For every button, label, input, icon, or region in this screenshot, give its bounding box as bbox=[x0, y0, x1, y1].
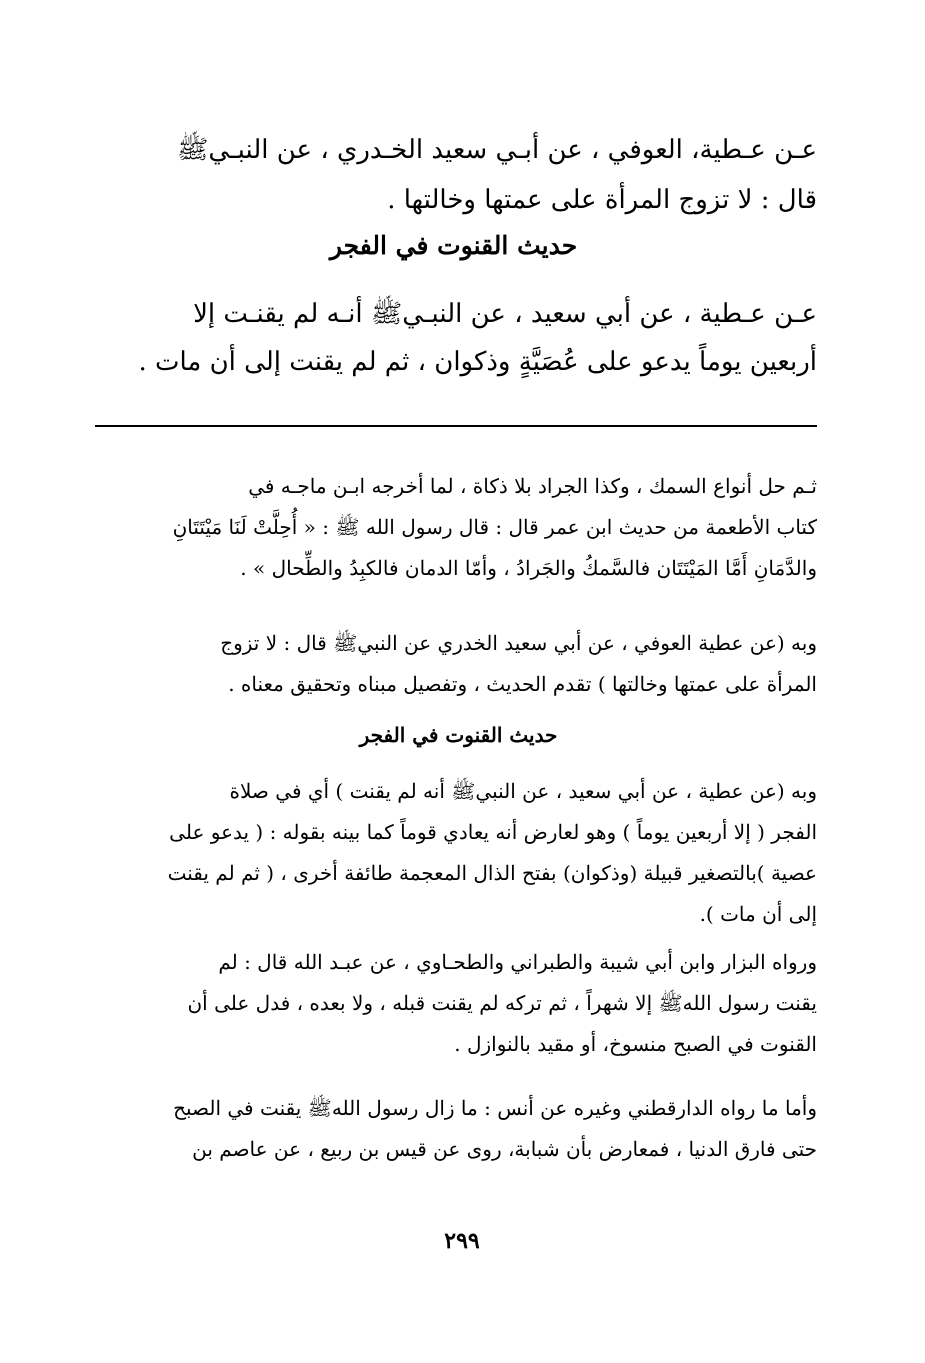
commentary-line: المرأة على عمتها وخالتها ) تقدم الحديث ، وتفصيل مبناه وتحقيق معناه . bbox=[228, 672, 817, 696]
section-divider bbox=[95, 425, 817, 427]
commentary-paragraph-2 bbox=[100, 623, 817, 705]
commentary-line: القنوت في الصبح منسوخ، أو مقيد بالنوازل . bbox=[454, 1032, 817, 1056]
commentary-line: إلى أن مات ). bbox=[699, 902, 817, 926]
commentary-line: حتى فارق الدنيا ، فمعارض بأن شبابة، روى عن قيس بن ربيع ، عن عاصم بن bbox=[192, 1137, 817, 1161]
commentary-paragraph-3 bbox=[100, 771, 817, 935]
commentary-line: ورواه البزار وابن أبي شيبة والطبراني والطحـاوي ، عن عبـد الله قال : لم bbox=[218, 950, 817, 974]
commentary-line: الفجر ( إلا أربعين يوماً ) وهو لعارض أنه يعادي قوماً كما بينه بقوله : ( يدعو على bbox=[169, 820, 817, 844]
commentary-paragraph-4 bbox=[100, 942, 817, 1065]
hadith-1-line: عـن عـطية، العوفي ، عن أبـي سعيد الخـدري ، عن النبـيﷺ bbox=[176, 135, 817, 165]
hadith-1-line: قال : لا تزوج المرأة على عمتها وخالتها . bbox=[387, 185, 817, 215]
commentary-line: ثـم حل أنواع السمك ، وكذا الجراد بلا ذكاة ، لما أخرجه ابـن ماجـه في bbox=[248, 474, 817, 498]
commentary-line: عصية )بالتصغير قبيلة (وذكوان) بفتح الذال المعجمة طائفة أخرى ، ( ثم لم يقنت bbox=[167, 861, 817, 885]
commentary-paragraph-5 bbox=[100, 1088, 817, 1170]
commentary-heading-qunut: حديث القنوت في الفجر bbox=[359, 723, 558, 747]
commentary-line: كتاب الأطعمة من حديث ابن عمر قال : قال رسول الله ﷺ : « أُحِلَّتْ لَنَا مَيْتَتَانِ bbox=[172, 515, 817, 539]
commentary-line: يقنت رسول اللهﷺ إلا شهراً ، ثم تركه لم يقنت قبله ، ولا بعده ، فدل على أن bbox=[187, 991, 817, 1015]
commentary-line: وبه (عن عطية العوفي ، عن أبي سعيد الخدري عن النبيﷺ قال : لا تزوج bbox=[220, 631, 817, 655]
section-heading-qunut: حديث القنوت في الفجر bbox=[329, 231, 578, 260]
commentary-paragraph-1 bbox=[100, 466, 817, 589]
commentary-line: والدَّمَانِ أَمَّا المَيْتَتَان فالسَّمكُ والجَرادُ ، وأمّا الدمان فالكبِدُ والطِّحال » . bbox=[240, 556, 817, 580]
commentary-line: وبه (عن عطية ، عن أبي سعيد ، عن النبيﷺ أنه لم يقنت ) أي في صلاة bbox=[229, 779, 817, 803]
hadith-2-line: عـن عـطية ، عن أبي سعيد ، عن النبـيﷺ أنـه لم يقنـت إلا bbox=[193, 299, 817, 329]
hadith-text-1 bbox=[90, 125, 817, 225]
page-number: ٢٩٩ bbox=[444, 1228, 480, 1254]
hadith-2-line: أربعين يوماً يدعو على عُصَيَّةٍ وذكوان ، ثم لم يقنت إلى أن مات . bbox=[138, 347, 817, 377]
commentary-line: وأما ما رواه الدارقطني وغيره عن أنس : ما زال رسول اللهﷺ يقنت في الصبح bbox=[173, 1096, 817, 1120]
hadith-text-2 bbox=[90, 290, 817, 386]
